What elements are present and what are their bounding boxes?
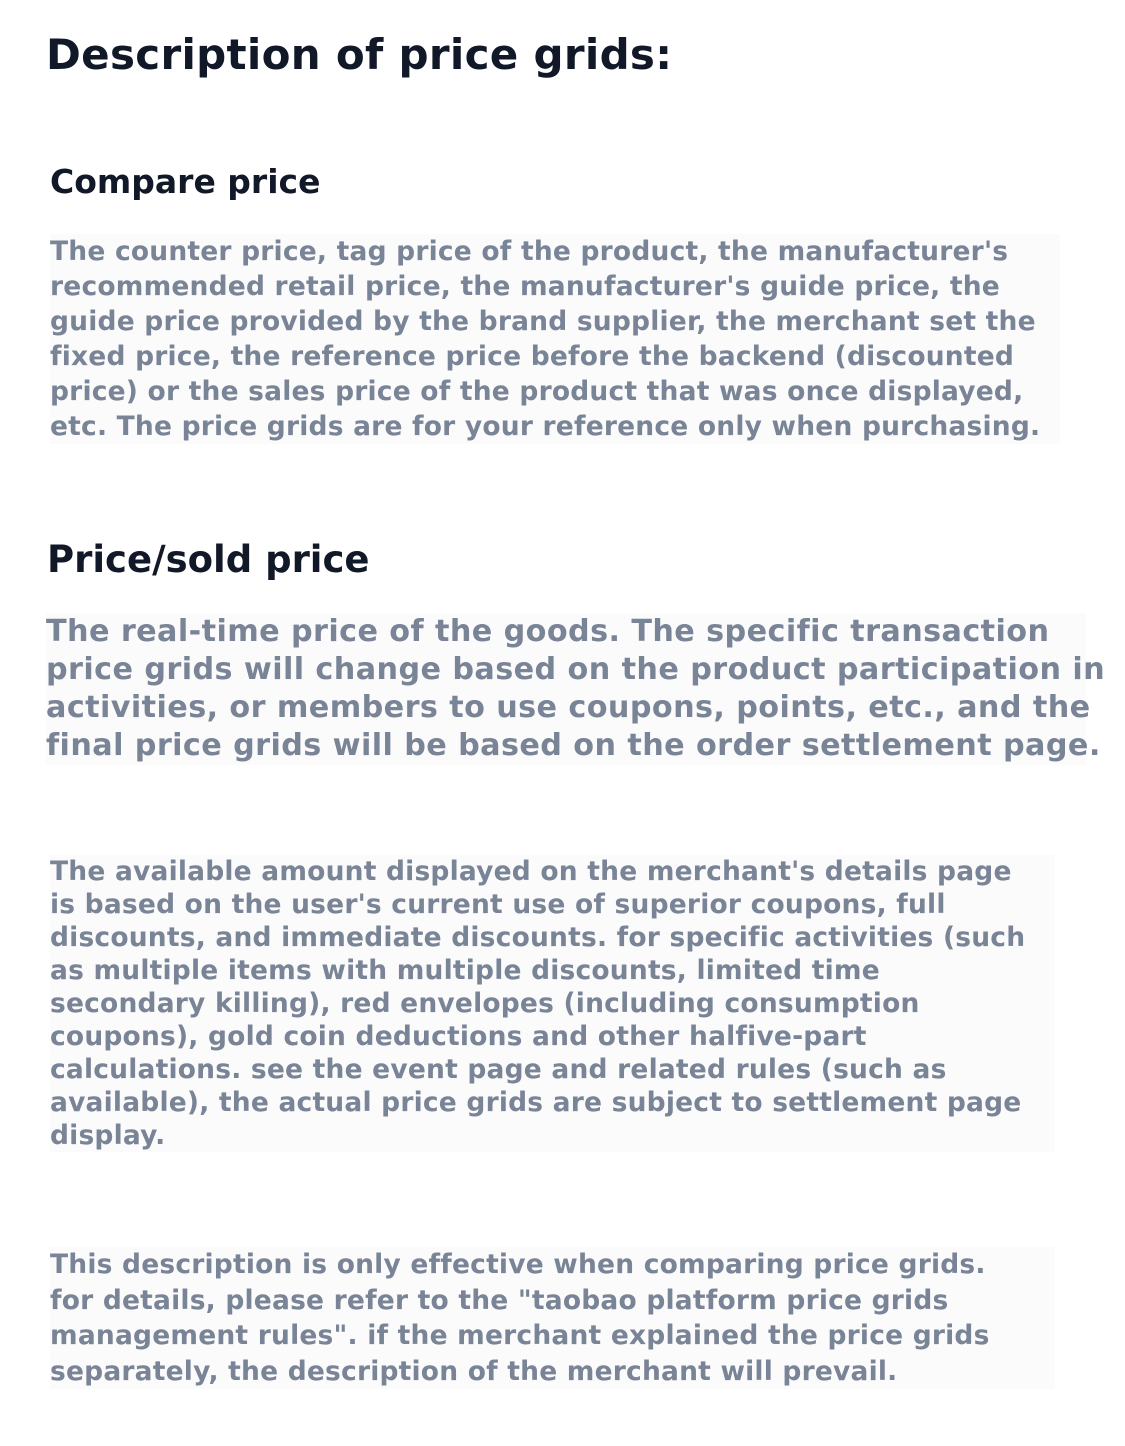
effectiveness-note-line: separately, the description of the merchant will prevail. bbox=[50, 1355, 898, 1387]
sold-price-line: price grids will change based on the product participation in bbox=[46, 652, 1106, 687]
compare-price-line: guide price provided by the brand supplier, the merchant set the bbox=[50, 306, 1036, 337]
available-amount-line: secondary killing), red envelopes (including consumption bbox=[50, 988, 920, 1019]
available-amount-line: The available amount displayed on the merchant's details page bbox=[50, 856, 1012, 887]
compare-price-heading: Compare price bbox=[50, 162, 321, 201]
effectiveness-note-line: This description is only effective when comparing price grids. bbox=[50, 1249, 986, 1280]
effectiveness-note bbox=[50, 1247, 1055, 1389]
sold-price-line: activities, or members to use coupons, points, etc., and the bbox=[46, 690, 1091, 725]
compare-price-line: recommended retail price, the manufacturer's guide price, the bbox=[50, 271, 1000, 302]
compare-price-description bbox=[50, 234, 1060, 444]
sold-price-heading: Price/sold price bbox=[47, 538, 370, 581]
available-amount-line: as multiple items with multiple discounts, limited time bbox=[50, 955, 880, 986]
compare-price-line: The counter price, tag price of the product, the manufacturer's bbox=[50, 236, 1009, 267]
effectiveness-note-line: management rules". if the merchant explained the price grids bbox=[50, 1320, 990, 1351]
compare-price-line: price) or the sales price of the product that was once displayed, bbox=[50, 376, 1024, 407]
page-title: Description of price grids: bbox=[46, 30, 673, 79]
available-amount-line: calculations. see the event page and related rules (such as bbox=[50, 1054, 947, 1085]
available-amount-line: coupons), gold coin deductions and other halfive-part bbox=[50, 1021, 867, 1052]
available-amount-line: display. bbox=[50, 1120, 166, 1151]
effectiveness-note-line: for details, please refer to the "taobao platform price grids bbox=[50, 1284, 949, 1316]
sold-price-line: final price grids will be based on the order settlement page. bbox=[46, 728, 1101, 763]
compare-price-line: etc. The price grids are for your reference only when purchasing. bbox=[50, 411, 1041, 442]
available-amount-line: discounts, and immediate discounts. for specific activities (such bbox=[50, 922, 1026, 953]
compare-price-line: fixed price, the reference price before the backend (discounted bbox=[50, 341, 1015, 372]
available-amount-line: is based on the user's current use of superior coupons, full bbox=[50, 889, 946, 920]
available-amount-line: available), the actual price grids are subject to settlement page bbox=[50, 1087, 1022, 1118]
sold-price-description bbox=[46, 613, 1106, 765]
available-amount-description bbox=[50, 855, 1055, 1152]
sold-price-line: The real-time price of the goods. The specific transaction bbox=[46, 614, 1050, 649]
